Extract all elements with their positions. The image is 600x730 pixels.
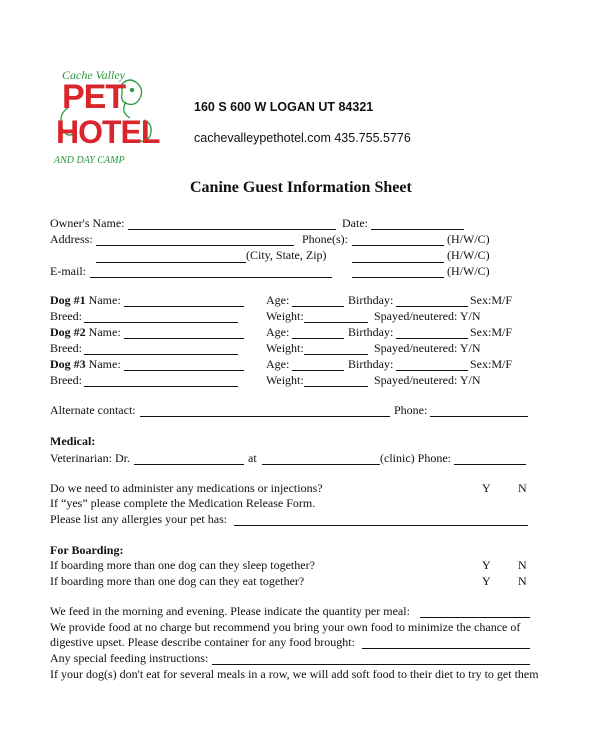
dog2-breed-field[interactable] (84, 354, 238, 355)
city-label: (City, State, Zip) (246, 248, 327, 262)
dog2-sex-label: Sex:M/F (470, 325, 513, 339)
medication-question: Do we need to administer any medications or injections? (50, 481, 323, 495)
address-field[interactable] (96, 245, 294, 246)
dog2-weight-label: Weight: (266, 341, 304, 355)
dog1-weight-field[interactable] (304, 322, 368, 323)
phone3-field[interactable] (352, 277, 444, 278)
dog1-birthday-field[interactable] (396, 306, 468, 307)
address-label: Address: (50, 232, 93, 246)
dog1-breed-label: Breed: (50, 309, 82, 323)
dog1-spay-label: Spayed/neutered: Y/N (374, 309, 481, 323)
owner-name-field[interactable] (128, 229, 336, 230)
dog3-spay-label: Spayed/neutered: Y/N (374, 373, 481, 387)
dog3-weight-label: Weight: (266, 373, 304, 387)
dog3-age-field[interactable] (292, 370, 344, 371)
svg-text:PET: PET (62, 78, 126, 116)
business-web-phone: cachevalleypethotel.com 435.755.5776 (194, 131, 411, 145)
dog3-weight-field[interactable] (304, 386, 368, 387)
dog2-age-field[interactable] (292, 338, 344, 339)
clinic-phone-label: (clinic) Phone: (380, 451, 451, 465)
dog2-breed-label: Breed: (50, 341, 82, 355)
dog2-birthday-label: Birthday: (348, 325, 394, 339)
dog3-sex-label: Sex:M/F (470, 357, 513, 371)
feeding-quantity-label: We feed in the morning and evening. Please indicate the quantity per meal: (50, 604, 410, 618)
dog1-breed-field[interactable] (84, 322, 238, 323)
phone-label: Phone(s): (302, 232, 348, 246)
dog2-weight-field[interactable] (304, 354, 368, 355)
dog1-sex-label: Sex:M/F (470, 293, 513, 307)
dog1-weight-label: Weight: (266, 309, 304, 323)
form-title: Canine Guest Information Sheet (190, 179, 412, 196)
medication-release-note: If “yes” please complete the Medication Release Form. (50, 496, 316, 510)
pet-hotel-logo (48, 68, 166, 168)
phone2-field[interactable] (352, 262, 444, 263)
svg-text:AND DAY CAMP: AND DAY CAMP (54, 155, 125, 166)
dog3-age-label: Age: (266, 357, 290, 371)
dog3-birthday-field[interactable] (396, 370, 468, 371)
city-field[interactable] (96, 262, 246, 263)
medication-yes[interactable]: Y (482, 481, 491, 495)
food-container-label: digestive upset. Please describe container for any food brought: (50, 635, 355, 649)
clinic-phone-field[interactable] (454, 464, 526, 465)
vet-at-label: at (248, 451, 257, 465)
eat-together-question: If boarding more than one dog can they eat together? (50, 574, 305, 588)
eat-together-yes[interactable]: Y (482, 574, 491, 588)
boarding-heading: For Boarding: (50, 543, 124, 557)
sleep-together-no[interactable]: N (518, 558, 527, 572)
hwc-label-3: (H/W/C) (447, 264, 490, 278)
email-label: E-mail: (50, 264, 86, 278)
sleep-together-question: If boarding more than one dog can they sleep together? (50, 558, 315, 572)
clinic-field[interactable] (262, 464, 380, 465)
sleep-together-yes[interactable]: Y (482, 558, 491, 572)
email-field[interactable] (90, 277, 332, 278)
owner-name-label: Owner's Name: (50, 216, 125, 230)
svg-text:Cache Valley: Cache Valley (62, 68, 125, 82)
vet-label: Veterinarian: Dr. (50, 451, 130, 465)
dog3-breed-field[interactable] (84, 386, 238, 387)
dog3-name-label: Dog #3 Name: (50, 357, 121, 371)
dog3-name-field[interactable] (124, 370, 244, 371)
special-instructions-field[interactable] (212, 664, 530, 665)
eat-together-no[interactable]: N (518, 574, 527, 588)
medication-no[interactable]: N (518, 481, 527, 495)
feeding-recommend-text: We provide food at no charge but recommend you bring your own food to minimize the chance of (50, 620, 521, 634)
dog1-name-label: Dog #1 Name: (50, 293, 121, 307)
hwc-label-1: (H/W/C) (447, 232, 490, 246)
special-instructions-label: Any special feeding instructions: (50, 651, 209, 665)
hwc-label-2: (H/W/C) (447, 248, 490, 262)
business-address: 160 S 600 W LOGAN UT 84321 (194, 100, 374, 114)
alternate-phone-field[interactable] (430, 416, 528, 417)
date-label: Date: (342, 216, 368, 230)
dog3-breed-label: Breed: (50, 373, 82, 387)
dog2-spay-label: Spayed/neutered: Y/N (374, 341, 481, 355)
vet-name-field[interactable] (134, 464, 244, 465)
logo-graphic (48, 68, 166, 168)
dog1-name-field[interactable] (124, 306, 244, 307)
feeding-quantity-field[interactable] (420, 617, 530, 618)
medical-heading: Medical: (50, 434, 96, 448)
alternate-phone-label: Phone: (394, 403, 428, 417)
allergies-field[interactable] (234, 525, 528, 526)
dog2-age-label: Age: (266, 325, 290, 339)
alternate-contact-field[interactable] (140, 416, 390, 417)
dog1-age-label: Age: (266, 293, 290, 307)
dog1-age-field[interactable] (292, 306, 344, 307)
dog2-birthday-field[interactable] (396, 338, 468, 339)
alternate-contact-label: Alternate contact: (50, 403, 136, 417)
dog2-name-field[interactable] (124, 338, 244, 339)
phone1-field[interactable] (352, 245, 444, 246)
dog3-birthday-label: Birthday: (348, 357, 394, 371)
allergies-label: Please list any allergies your pet has: (50, 512, 228, 526)
svg-text:HOTEL: HOTEL (56, 114, 160, 150)
soft-food-note: If your dog(s) don't eat for several meals in a row, we will add soft food to their diet to try to get them (50, 667, 539, 681)
dog1-birthday-label: Birthday: (348, 293, 394, 307)
food-container-field[interactable] (362, 648, 530, 649)
date-field[interactable] (371, 229, 464, 230)
dog2-name-label: Dog #2 Name: (50, 325, 121, 339)
